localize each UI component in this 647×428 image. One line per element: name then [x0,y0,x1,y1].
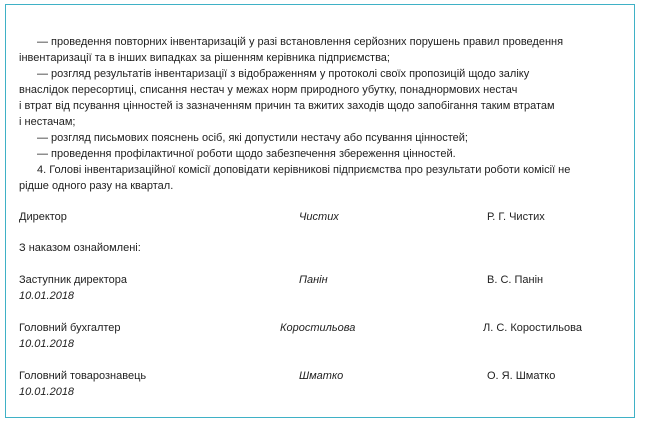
body-line: 4. Голові інвентаризаційної комісії доповідати керівникові підприємства про результати роботи комісії не [37,164,571,176]
signatory-title: Заступник директора [19,274,127,286]
acquainted-label: З наказом ознайомлені: [19,242,141,254]
director-name: Р. Г. Чистих [487,211,545,223]
signatory-signature: Коростильова [280,322,356,334]
body-line: — розгляд письмових пояснень осіб, які допустили нестачу або псування цінностей; [37,132,468,144]
body-line: — розгляд результатів інвентаризації з відображенням у протоколі своїх пропозицій щодо заліку [37,68,530,80]
signatory-signature: Шматко [299,370,344,382]
director-signature: Чистих [299,211,339,223]
signatory-signature: Панін [299,274,328,286]
body-line: і втрат від псування цінностей із зазначенням причин та вжитих заходів щодо запобігання таким втратам [19,100,555,112]
body-line: рідше одного разу на квартал. [19,180,174,192]
signatory-name: В. С. Панін [487,274,544,286]
signatory-date: 10.01.2018 [19,290,75,302]
signatory-name: О. Я. Шматко [487,370,556,382]
body-line: — проведення повторних інвентаризацій у разі встановлення серйозних порушень правил проведення [37,36,564,48]
director-title: Директор [19,211,67,223]
signatory-date: 10.01.2018 [19,338,75,350]
body-line: інвентаризації та в інших випадках за рішенням керівника підприємства; [19,52,390,64]
signatory-name: Л. С. Коростильова [483,322,582,334]
signatory-title: Головний товарознавець [19,370,147,382]
signatory-title: Головний бухгалтер [19,322,121,334]
body-line: — проведення профілактичної роботи щодо забезпечення збереження цінностей. [37,148,456,160]
body-line: внаслідок пересортиці, списання нестач у межах норм природного убутку, понаднормових нестач [19,84,518,96]
body-line: і нестачам; [19,116,76,128]
signatory-date: 10.01.2018 [19,386,75,398]
